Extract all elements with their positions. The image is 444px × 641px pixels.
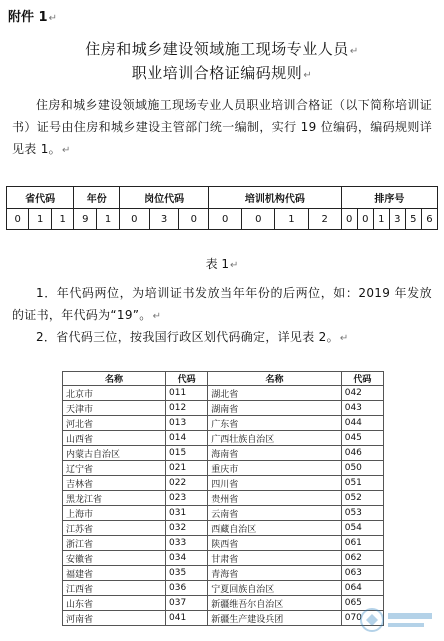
province-name: 福建省 (63, 566, 166, 581)
province-name: 湖北省 (208, 386, 341, 401)
header-post-code: 岗位代码 (120, 187, 209, 209)
code-digit: 2 (308, 209, 341, 230)
paragraph-mark: ↵ (61, 145, 71, 156)
province-name: 浙江省 (63, 536, 166, 551)
table-row (63, 416, 384, 431)
province-code: 041 (166, 611, 208, 626)
header-province-code: 省代码 (7, 187, 74, 209)
province-name: 四川省 (208, 476, 341, 491)
table1-caption: 表 1↵ (205, 257, 239, 271)
table-row (63, 461, 384, 476)
header-code-left: 代码 (166, 372, 208, 386)
watermark-logo-icon (358, 605, 436, 635)
paragraph-mark: ↵ (303, 70, 313, 81)
province-code: 012 (166, 401, 208, 416)
province-name: 广东省 (208, 416, 341, 431)
header-name-left: 名称 (63, 372, 166, 386)
table-row (63, 386, 384, 401)
province-code: 051 (341, 476, 383, 491)
paragraph-mark: ↵ (48, 13, 57, 24)
title-line-1: 住房和城乡建设领域施工现场专业人员↵ (85, 40, 359, 58)
paragraph-mark: ↵ (152, 311, 162, 322)
code-digit: 0 (209, 209, 242, 230)
province-code: 044 (341, 416, 383, 431)
table-row (63, 596, 384, 611)
code-digit: 0 (120, 209, 150, 230)
province-name: 新疆维吾尔自治区 (208, 596, 341, 611)
province-code-table (62, 371, 384, 626)
code-table-header-row (7, 187, 438, 209)
province-name: 河南省 (63, 611, 166, 626)
province-code: 061 (341, 536, 383, 551)
code-digit: 0 (341, 209, 357, 230)
code-digit: 0 (242, 209, 275, 230)
province-code: 064 (341, 581, 383, 596)
header-code-right: 代码 (341, 372, 383, 386)
paragraph-mark: ↵ (339, 333, 349, 344)
table-row (63, 521, 384, 536)
province-name: 河北省 (63, 416, 166, 431)
province-name: 山西省 (63, 431, 166, 446)
province-code: 011 (166, 386, 208, 401)
code-digit: 0 (7, 209, 29, 230)
province-name: 吉林省 (63, 476, 166, 491)
code-digit: 1 (29, 209, 51, 230)
province-name: 西藏自治区 (208, 521, 341, 536)
code-digit: 1 (275, 209, 308, 230)
province-code: 043 (341, 401, 383, 416)
province-name: 江苏省 (63, 521, 166, 536)
header-year: 年份 (74, 187, 120, 209)
province-code: 036 (166, 581, 208, 596)
province-code: 046 (341, 446, 383, 461)
table-row (63, 611, 384, 626)
province-name: 陕西省 (208, 536, 341, 551)
table-row (63, 551, 384, 566)
code-digit: 1 (51, 209, 73, 230)
province-code: 023 (166, 491, 208, 506)
province-name: 湖南省 (208, 401, 341, 416)
province-code: 070 (341, 611, 383, 626)
table-row (63, 476, 384, 491)
province-code: 052 (341, 491, 383, 506)
table-row (63, 581, 384, 596)
province-table-header-row (63, 372, 384, 386)
province-code: 037 (166, 596, 208, 611)
province-table-body (63, 386, 384, 626)
province-name: 黑龙江省 (63, 491, 166, 506)
intro-paragraph: 住房和城乡建设领域施工现场专业人员职业培训合格证（以下简称培训证书）证号由住房和城乡建设主管部门统一编制，实行 19 位编码，编码规则详见表 1。↵ (12, 98, 432, 156)
province-code: 015 (166, 446, 208, 461)
province-name: 宁夏回族自治区 (208, 581, 341, 596)
code-digit: 5 (405, 209, 421, 230)
province-name: 甘肃省 (208, 551, 341, 566)
province-name: 安徽省 (63, 551, 166, 566)
province-code: 033 (166, 536, 208, 551)
province-name: 广西壮族自治区 (208, 431, 341, 446)
province-name: 天津市 (63, 401, 166, 416)
table-row (63, 536, 384, 551)
code-digit: 1 (373, 209, 389, 230)
code-structure-table (6, 186, 438, 230)
table-row (63, 566, 384, 581)
province-code: 013 (166, 416, 208, 431)
province-code: 032 (166, 521, 208, 536)
attachment-label: 附件 1↵ (8, 10, 57, 25)
code-digit: 0 (179, 209, 209, 230)
header-institution-code: 培训机构代码 (209, 187, 342, 209)
code-digit: 3 (149, 209, 179, 230)
province-name: 上海市 (63, 506, 166, 521)
province-name: 辽宁省 (63, 461, 166, 476)
paragraph-mark: ↵ (230, 260, 239, 271)
code-digit: 1 (97, 209, 120, 230)
province-code: 065 (341, 596, 383, 611)
province-name: 山东省 (63, 596, 166, 611)
province-name: 贵州省 (208, 491, 341, 506)
province-code: 045 (341, 431, 383, 446)
province-code: 014 (166, 431, 208, 446)
code-table-digit-row (7, 209, 438, 230)
province-name: 海南省 (208, 446, 341, 461)
table-row (63, 491, 384, 506)
province-code: 063 (341, 566, 383, 581)
paragraph-mark: ↵ (349, 46, 359, 57)
province-name: 内蒙古自治区 (63, 446, 166, 461)
rule-item-1: 1．年代码两位，为培训证书发放当年年份的后两位，如：2019 年发放的证书，年代码为“19”。↵ (12, 286, 432, 322)
header-serial-number: 排序号 (341, 187, 437, 209)
province-code: 031 (166, 506, 208, 521)
table-row (63, 506, 384, 521)
province-code: 022 (166, 476, 208, 491)
table-row (63, 446, 384, 461)
province-code: 053 (341, 506, 383, 521)
province-code: 062 (341, 551, 383, 566)
province-name: 江西省 (63, 581, 166, 596)
province-name: 重庆市 (208, 461, 341, 476)
header-name-right: 名称 (208, 372, 341, 386)
province-code: 034 (166, 551, 208, 566)
code-digit: 9 (74, 209, 97, 230)
code-digit: 3 (389, 209, 405, 230)
province-code: 021 (166, 461, 208, 476)
province-name: 新疆生产建设兵团 (208, 611, 341, 626)
province-name: 青海省 (208, 566, 341, 581)
province-code: 042 (341, 386, 383, 401)
code-digit: 0 (357, 209, 373, 230)
province-code: 050 (341, 461, 383, 476)
province-name: 云南省 (208, 506, 341, 521)
code-digit: 6 (421, 209, 437, 230)
province-name: 北京市 (63, 386, 166, 401)
province-code: 054 (341, 521, 383, 536)
title-line-2: 职业培训合格证编码规则↵ (131, 64, 313, 82)
table-row (63, 431, 384, 446)
table-row (63, 401, 384, 416)
province-code: 035 (166, 566, 208, 581)
rule-item-2: 2．省代码三位，按我国行政区划代码确定，详见表 2。↵ (36, 330, 349, 344)
